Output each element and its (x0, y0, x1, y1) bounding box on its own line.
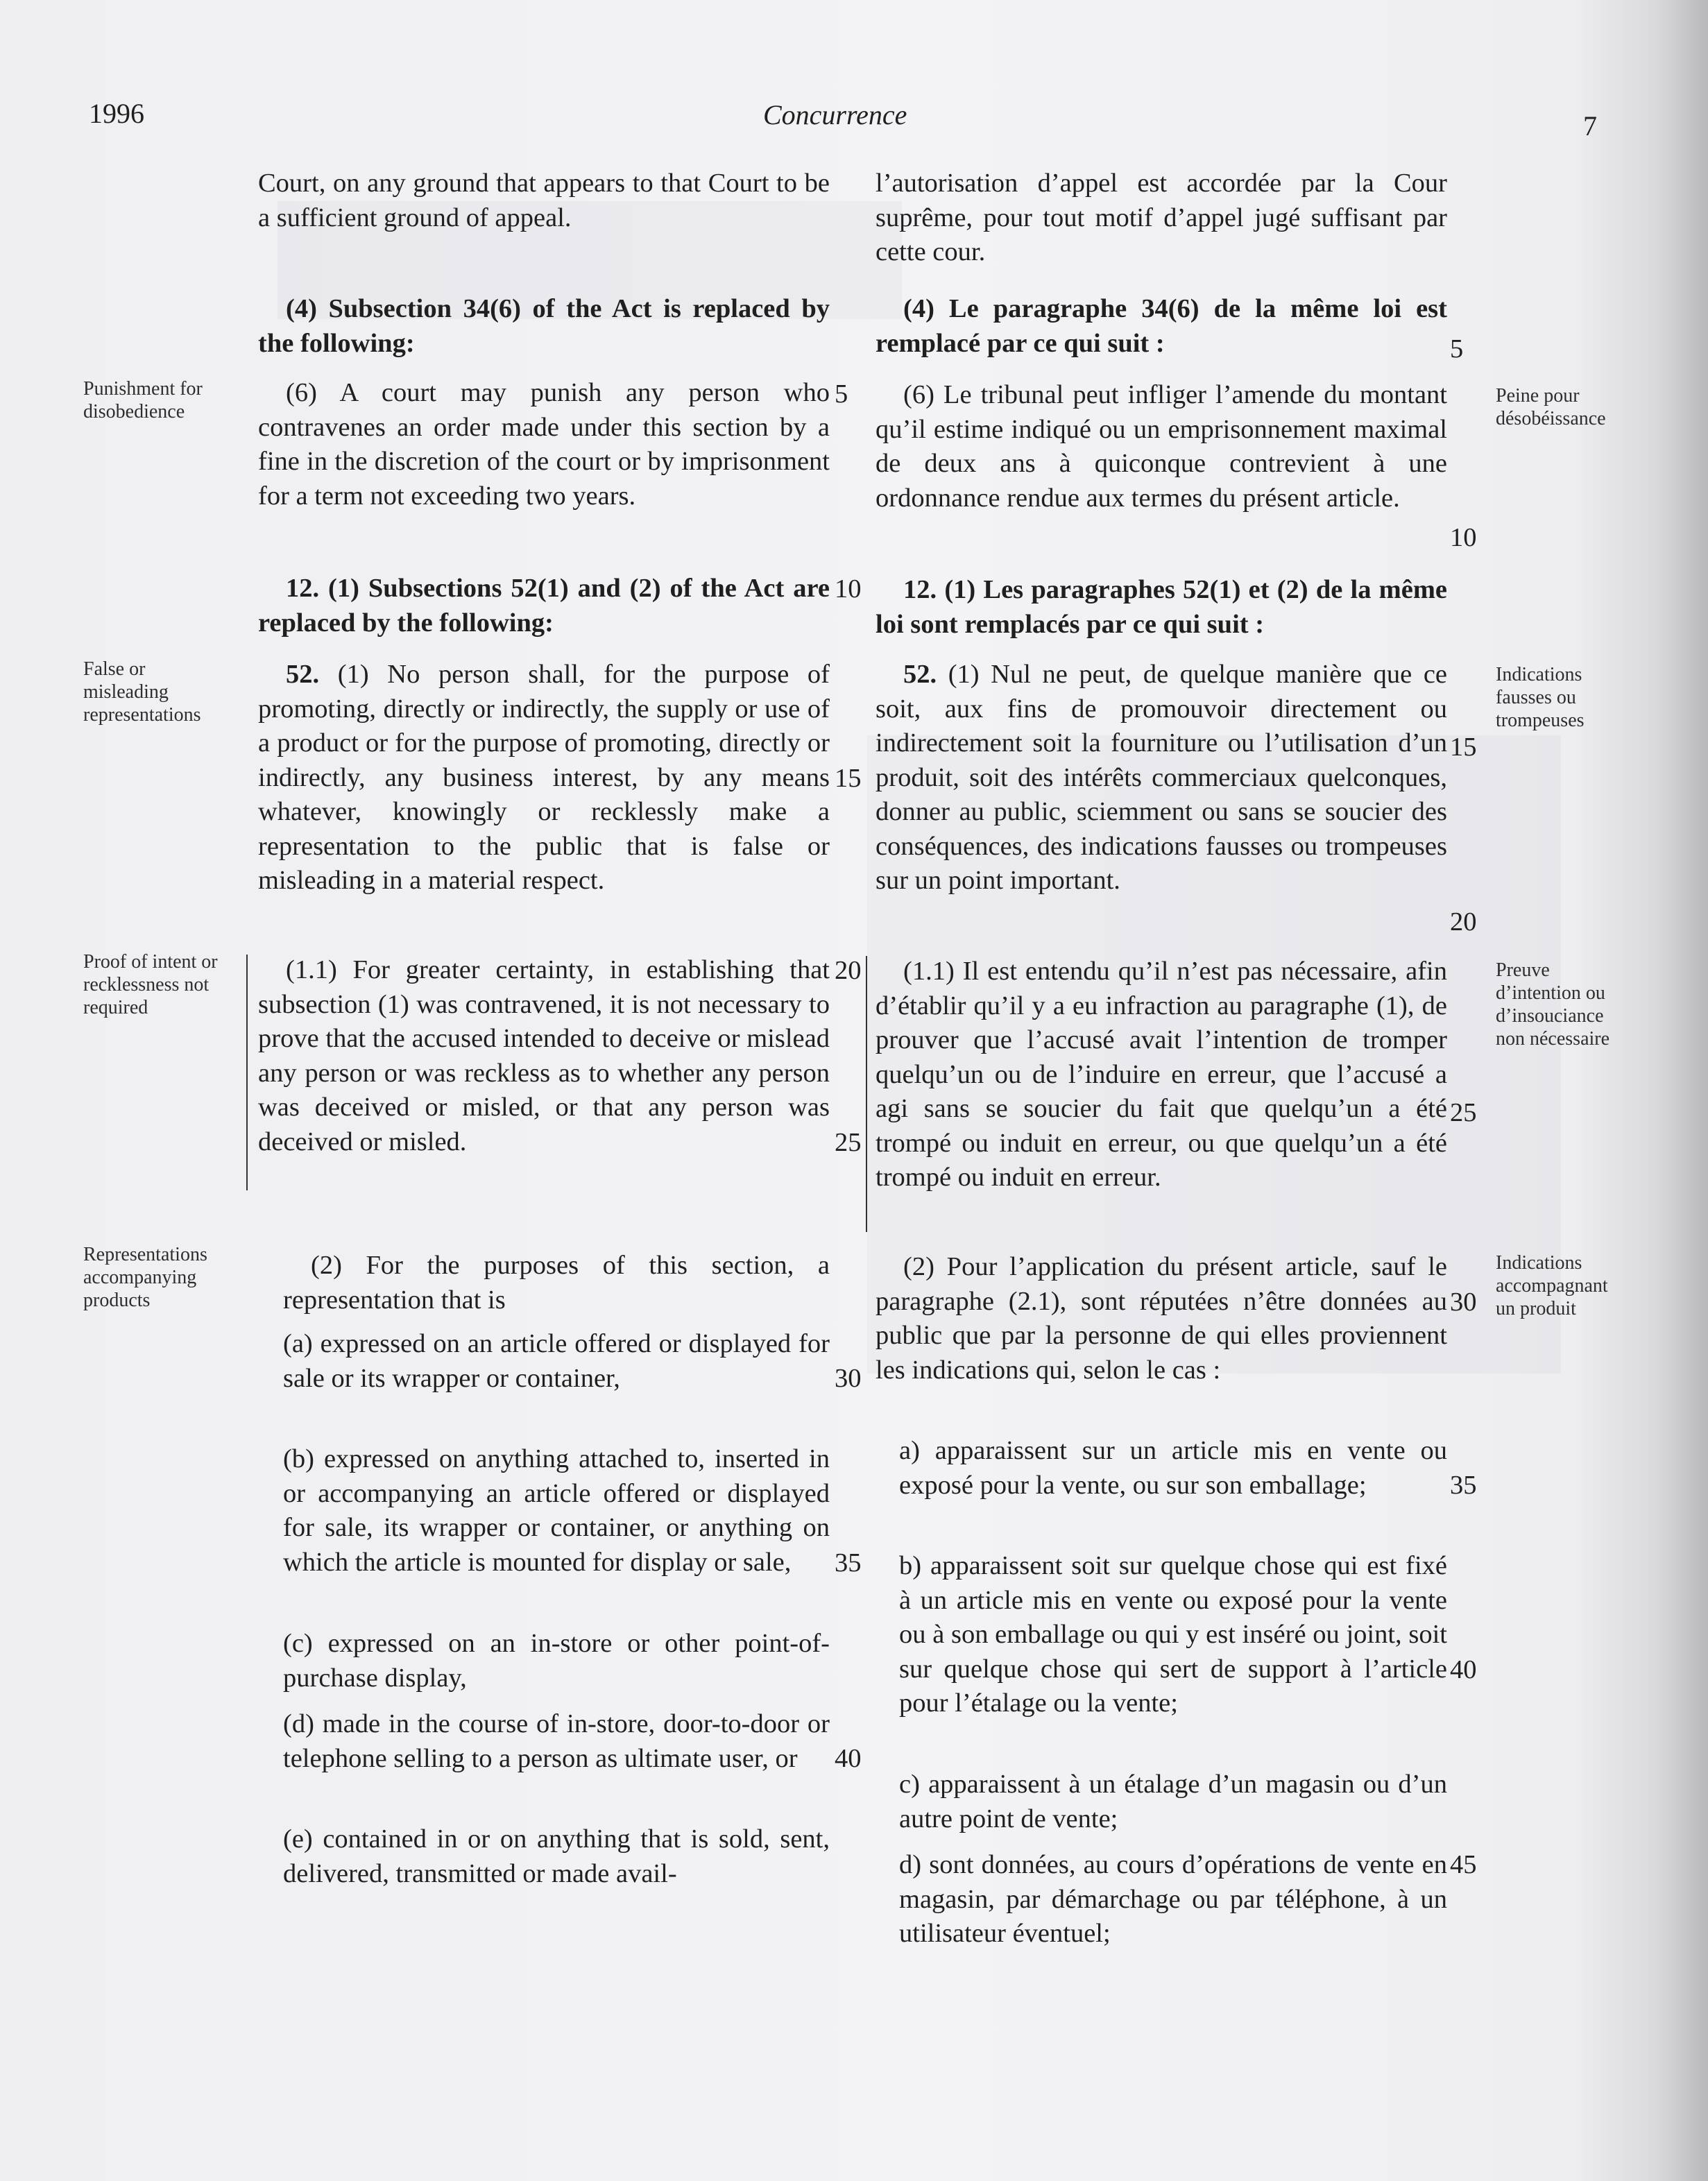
line-number: 35 (1450, 1471, 1477, 1500)
fr-autorisation-paragraph: l’autorisation d’appel est accordée par la Cour suprême, pour tout motif d’appel jugé suffisant par cette cour. (876, 169, 1447, 266)
line-number: 15 (835, 764, 862, 793)
line-number: 30 (835, 1364, 862, 1393)
en-section-52-1 (258, 658, 830, 898)
fr-section-12-heading: 12. (1) Les paragraphes 52(1) et (2) de la même loi sont remplacés par ce qui suit : (876, 575, 1447, 639)
fr-para-a: a) apparaissent sur un article mis en vente ou exposé pour la vente, ou sur son emballage; (899, 1436, 1447, 1500)
fr-subsection-4-heading: (4) Le paragraphe 34(6) de la même loi est remplacé par ce qui suit : (876, 294, 1447, 358)
fr-amendment-bar (866, 956, 867, 1232)
line-number: 25 (1450, 1098, 1477, 1127)
fr-section-1-1: (1.1) Il est entendu qu’il n’est pas nécessaire, afin d’établir qu’il y a eu infraction au paragraphe (1), de prouver que l’accusé avait l’intention de tromper quelqu’un ou de l’induire en erreur, que l’accusé a agi sans se soucier du fait que quelqu’un a été trompé ou induit en erreur, ou que quelqu’un a été trompé ou induit en erreur. (876, 957, 1447, 1192)
en-para-a: (a) expressed on an article offered or displayed for sale or its wrapper or container, (283, 1329, 830, 1393)
header-title: Concurrence (763, 99, 907, 130)
line-number: 15 (1450, 733, 1477, 762)
line-number: 45 (1450, 1850, 1477, 1879)
fr-section-52-text: (1) Nul ne peut, de quelque manière que ce soit, aux fins de promouvoir directement ou indirectement soit la fourniture ou l’utilisation d’un produit, soit des intérêts commerciaux quelconques, donner au public, sciemment ou sans se soucier des conséquences, des indications fausses ou trompeuses sur un point important. (876, 660, 1448, 895)
en-subsection-6: (6) A court may punish any person who contravenes an order made under this section by a fine in the discretion of the court or by imprisonment for a term not exceeding two years. (258, 378, 830, 511)
margin-note-representations-products: Representations accompanying products (83, 1244, 207, 1311)
header-year: 1996 (89, 98, 144, 129)
line-number: 20 (1450, 907, 1477, 936)
en-section-52-text: (1) No person shall, for the purpose of promoting, directly or indirectly, the supply or use of a product or for the purpose of promoting, directly or indirectly, any business interest, by any means whatever, knowingly or recklessly make a representation to the public that is false or misleading in a material respect. (258, 660, 830, 895)
en-para-b: (b) expressed on anything attached to, inserted in or accompanying an article offered or displayed for sale, its wrapper or container, or anything on which the article is mounted for display or sale, (283, 1444, 830, 1577)
en-section-2: (2) For the purposes of this section, a representation that is (283, 1251, 830, 1315)
fr-section-52-1 (876, 658, 1447, 898)
margin-note-peine: Peine pour désobéissance (1496, 385, 1606, 429)
fr-para-b: b) apparaissent soit sur quelque chose qui est fixé à un article mis en vente ou exposé pour la vente ou à son emballage ou qui y est inséré ou joint, soit sur quelque chose qui sert de support à l’article pour l’étalage ou la vente; (899, 1551, 1447, 1718)
line-number: 40 (835, 1744, 862, 1773)
fr-section-52-number: 52. (903, 660, 937, 689)
line-number: 5 (835, 379, 848, 409)
fr-para-c: c) apparaissent à un étalage d’un magasin ou d’un autre point de vente; (899, 1770, 1447, 1833)
en-subsection-4-heading: (4) Subsection 34(6) of the Act is replaced by the following: (258, 294, 830, 358)
line-number: 30 (1450, 1288, 1477, 1317)
fr-section-2: (2) Pour l’application du présent article, sauf le paragraphe (2.1), sont réputées n’être données au public que par la personne de qui elles proviennent les indications qui, selon le cas : (876, 1252, 1447, 1385)
line-number: 10 (835, 574, 862, 604)
en-section-52-number: 52. (286, 660, 320, 689)
en-court-paragraph: Court, on any ground that appears to that Court to be a sufficient ground of appeal. (258, 169, 830, 232)
en-section-12-heading: 12. (1) Subsections 52(1) and (2) of the Act are replaced by the following: (258, 574, 830, 638)
fr-subsection-6: (6) Le tribunal peut infliger l’amende du montant qu’il estime indiqué ou un emprisonnement maximal de deux ans à quiconque contrevient à une ordonnance rendue aux termes du présent article. (876, 380, 1447, 513)
line-number: 20 (835, 956, 862, 985)
margin-note-false-representations: False or misleading representations (83, 658, 201, 726)
line-number: 5 (1450, 334, 1464, 364)
line-number: 40 (1450, 1655, 1477, 1684)
fr-para-d: d) sont données, au cours d’opérations de vente en magasin, par démarchage ou par téléphone, à un utilisateur éventuel; (899, 1850, 1447, 1948)
en-para-d: (d) made in the course of in-store, door-to-door or telephone selling to a person as ultimate user, or (283, 1709, 830, 1773)
margin-note-indications-fausses: Indications fausses ou trompeuses (1496, 664, 1585, 731)
en-amendment-bar (246, 955, 248, 1190)
line-number: 25 (835, 1128, 862, 1157)
page-number: 7 (1583, 110, 1597, 142)
margin-note-punishment: Punishment for disobedience (83, 378, 203, 422)
margin-note-proof-of-intent: Proof of intent or recklessness not required (83, 951, 218, 1018)
line-number: 10 (1450, 523, 1477, 552)
en-para-c: (c) expressed on an in-store or other point-of-purchase display, (283, 1629, 830, 1693)
en-section-1-1: (1.1) For greater certainty, in establishing that subsection (1) was contravened, it is not necessary to prove that the accused intended to deceive or mislead any person or was reckless as to whether any person was deceived or misled, or that any person was deceived or misled. (258, 955, 830, 1156)
margin-note-preuve-intention: Preuve d’intention ou d’insouciance non nécessaire (1496, 959, 1610, 1050)
en-para-e: (e) contained in or on anything that is sold, sent, delivered, transmitted or made avail- (283, 1824, 830, 1888)
margin-note-indications-produit: Indications accompagnant un produit (1496, 1252, 1608, 1319)
line-number: 35 (835, 1548, 862, 1577)
